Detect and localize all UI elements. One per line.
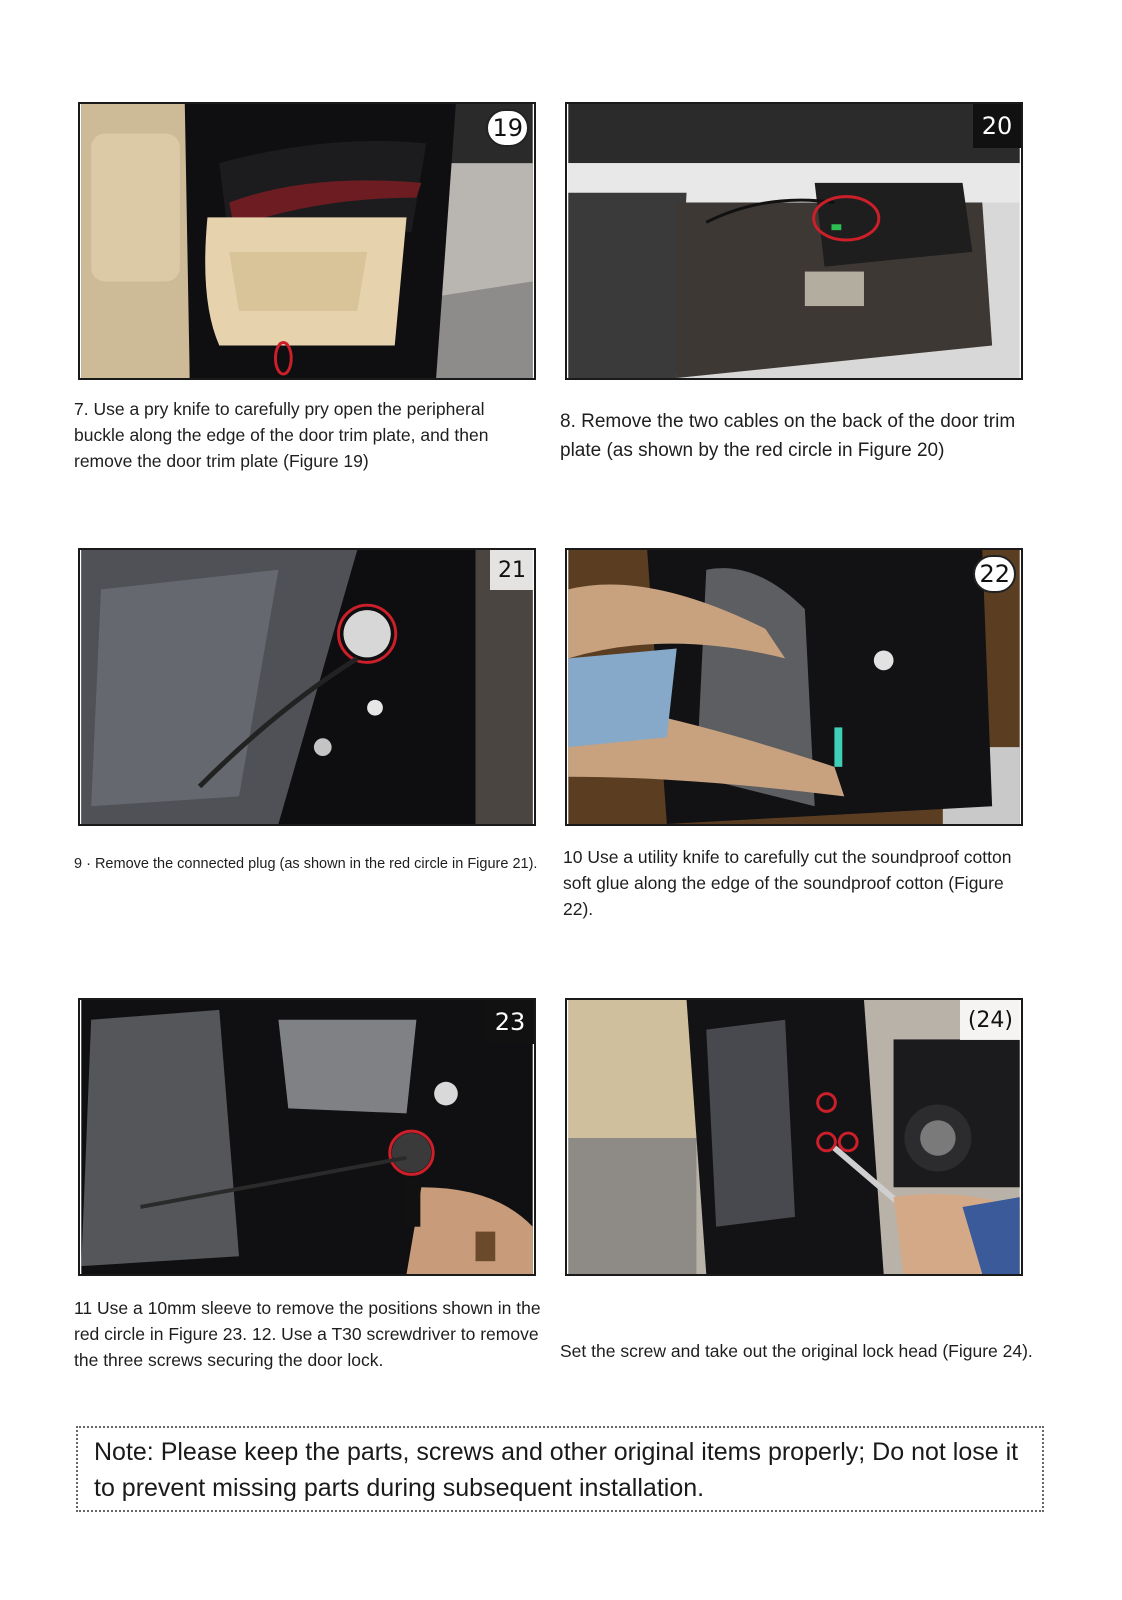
figure-number-badge: (24) — [960, 1000, 1021, 1040]
caption-step-8: 8. Remove the two cables on the back of the door trim plate (as shown by the red circle in Figure 20) — [560, 411, 1016, 461]
caption-step-7: 7. Use a pry knife to carefully pry open the peripheral buckle along the edge of the door trim plate, and then remove the door trim plate (Figure 19) — [74, 399, 489, 471]
figure-number-badge: 20 — [973, 104, 1021, 148]
figure-24-photo — [565, 998, 1023, 1276]
figure-19-photo — [78, 102, 536, 380]
figure-21-photo — [78, 548, 536, 826]
door-lock-sleeve-photo — [80, 1000, 534, 1274]
figure-20-photo — [565, 102, 1023, 380]
lock-screws-photo — [567, 1000, 1021, 1274]
door-plug-photo — [80, 550, 534, 824]
figure-number-badge: 23 — [486, 1000, 534, 1044]
caption-step-9: 9 · Remove the connected plug (as shown in the red circle in Figure 21). — [74, 856, 538, 872]
caption-step-11-12: 11 Use a 10mm sleeve to remove the positions shown in the red circle in Figure 23. 12. Use a T30 screwdriver to remove the three screws securing the door lock. — [74, 1298, 541, 1370]
door-cables-photo — [567, 104, 1021, 378]
caption-step-10: 10 Use a utility knife to carefully cut the soundproof cotton soft glue along the edge of the soundproof cotton (Figure 22). — [563, 847, 1012, 919]
soundproof-cutting-photo — [567, 550, 1021, 824]
caption-step-13: Set the screw and take out the original lock head (Figure 24). — [560, 1341, 1033, 1361]
figure-number-badge: 22 — [973, 555, 1016, 593]
note-box: Note: Please keep the parts, screws and other original items properly; Do not lose it to prevent missing parts during subsequent installation. — [76, 1426, 1044, 1512]
figure-number-badge: 19 — [486, 109, 529, 147]
figure-23-photo — [78, 998, 536, 1276]
figure-22-photo — [565, 548, 1023, 826]
figure-number-badge: 21 — [490, 550, 534, 590]
door-trim-photo — [80, 104, 534, 378]
